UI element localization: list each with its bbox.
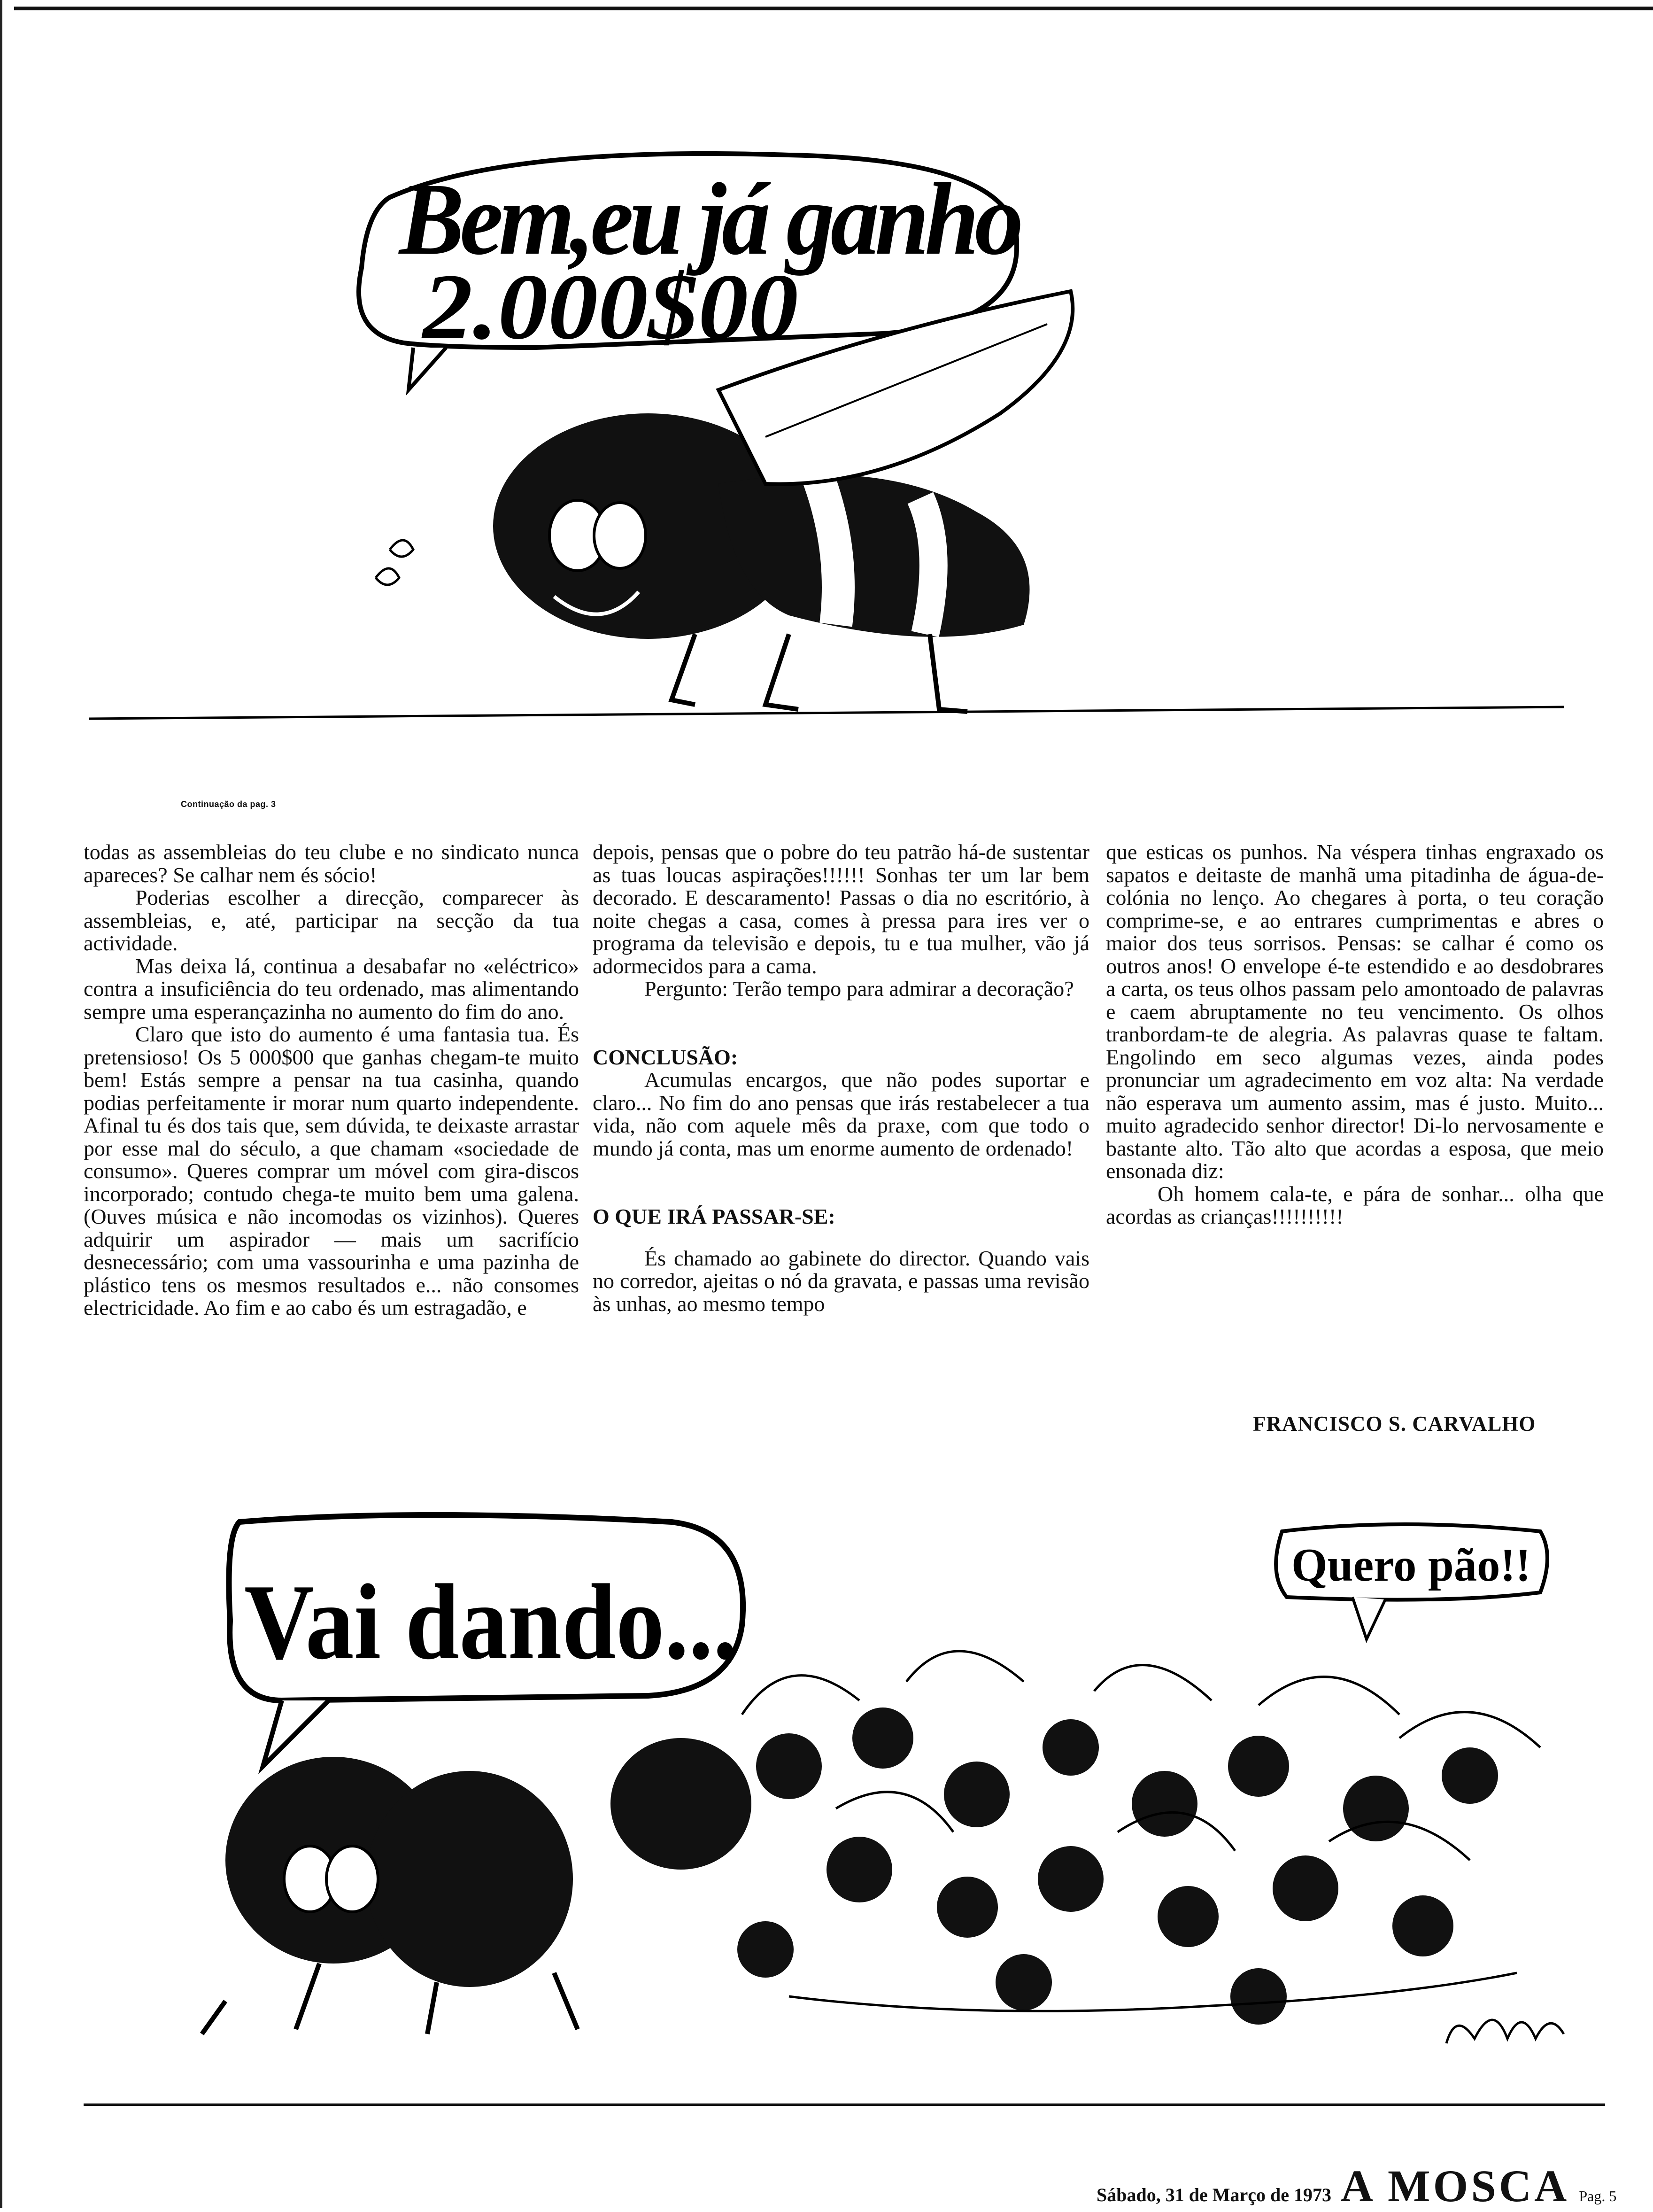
article-column-3: [1106, 841, 1604, 1228]
bottom-speech-left: Vai dando...: [244, 1562, 737, 1682]
col2-paragraph: depois, pensas que o pobre do teu patrão há-de sustentar as tuas loucas aspirações!!!!!! Sonhas ter um lar bem decorado. E descaramento! Passas o dia no escritório, à noite chegas a casa, comes à pressa para ires ver o programa da televisão e depois, tu e tua mulher, vão já adormecidos para a cama.: [593, 840, 1089, 978]
article-column-1: [84, 841, 579, 1319]
page-number: Pag. 5: [1579, 2188, 1617, 2204]
col1-paragraph: Mas deixa lá, continua a desabafar no «eléctrico» contra a insuficiência do teu ordenado, mas alimentando sempre uma esperançazinha no aumento do fim do ano.: [84, 954, 579, 1024]
col1-paragraph: todas as assembleias do teu clube e no sindicato nunca apareces? Se calhar nem és sócio!: [84, 840, 579, 887]
top-speech-line2: 2.000$00: [421, 255, 798, 359]
masthead-logo: A MOSCA: [1341, 2161, 1570, 2211]
page-top-rule: [14, 7, 1653, 10]
footer-date: Sábado, 31 de Março de 1973: [1097, 2184, 1331, 2205]
top-speech-line1: Bem,eu já ganho: [398, 162, 1020, 276]
artist-signature: [1446, 2020, 1564, 2043]
author-byline: FRANCISCO S. CARVALHO: [1253, 1412, 1536, 1436]
footer-rule: [84, 2103, 1605, 2106]
top-cartoon-svg: [85, 127, 1573, 747]
heading-o-que-ira-passar-se: O QUE IRÁ PASSAR-SE:: [593, 1204, 835, 1228]
col1-paragraph: Poderias escolher a direcção, comparecer às assembleias, e, até, participar na secção da tua actividade.: [84, 885, 579, 955]
col2-paragraph: És chamado ao gabinete do director. Quando vais no corredor, ajeitas o nó da gravata, e passas uma revisão às unhas, ao mesmo tempo: [593, 1246, 1089, 1316]
page-footer: [1097, 2160, 1627, 2211]
article-column-2: [593, 841, 1089, 1315]
col3-paragraph: Oh homem cala-te, e pára de sonhar... olha que acordas as crianças!!!!!!!!!!: [1106, 1181, 1604, 1228]
col1-paragraph: Claro que isto do aumento é uma fantasia tua. És pretensioso! Os 5 000$00 que ganhas chegam-te muito bem! Estás sempre a pensar na tua casinha, quando podias perfeitamente ir morar num quarto independente. Afinal tu és dos tais que, sem dúvida, te deixaste arrastar por esse mal do século, a que chamam «sociedade de consumo». Queres comprar um móvel com gira-discos incorporado; contudo chega-te muito bem uma galena. (Ouves música e não incomodas os vizinhos). Queres adquirir um aspirador — mais um sacrifício desnecessário; com uma vassourinha e uma pazinha de plástico tens os mesmos resultados e... não consomes electricidade. Ao fim e ao cabo és um estragadão, e: [84, 1022, 579, 1319]
continuation-note: Continuação da pag. 3: [181, 799, 276, 809]
col3-paragraph: que esticas os punhos. Na véspera tinhas engraxado os sapatos e deitaste de manhã uma pitadinha de água-de-colónia no lenço. Ao chegares à porta, o teu coração comprime-se, e ao entrares cumprimentas e abres o maior dos teus sorrisos. Pensas: se calhar é como os outros anos! O envelope é-te estendido e ao desdobrares a carta, os teus olhos passam pelo amontoado de palavras e caem abruptamente no teu vencimento. Os olhos tranbordam-te de alegria. As palavras quase te faltam. Engolindo em seco algumas vezes, ainda podes pronunciar um agradecimento em voz alta: Na verdade não esperava um aumento assim, mas é justo. Muito... muito agradecido senhor director! Di-lo nervosamente e bastante alto. Tão alto que acordas a esposa, que meio ensonada diz:: [1106, 840, 1604, 1183]
top-cartoon-bee: [85, 127, 1573, 747]
col2-paragraph: Acumulas encargos, que não podes suportar e claro... No fim do ano pensas que irás restabelecer a tua vida, não com aquele mês da praxe, com que todo o mundo já conta, mas um enorme aumento de ordenado!: [593, 1068, 1089, 1160]
bottom-speech-right: Quero pão!!: [1291, 1539, 1531, 1591]
page-left-edge: [0, 0, 14, 2208]
heading-conclusao: CONCLUSÃO:: [593, 1045, 738, 1069]
bottom-cartoon-svg: [85, 1503, 1573, 2062]
bottom-cartoon-bees: [85, 1503, 1573, 2062]
col2-paragraph: Pergunto: Terão tempo para admirar a decoração?: [644, 977, 1074, 1001]
